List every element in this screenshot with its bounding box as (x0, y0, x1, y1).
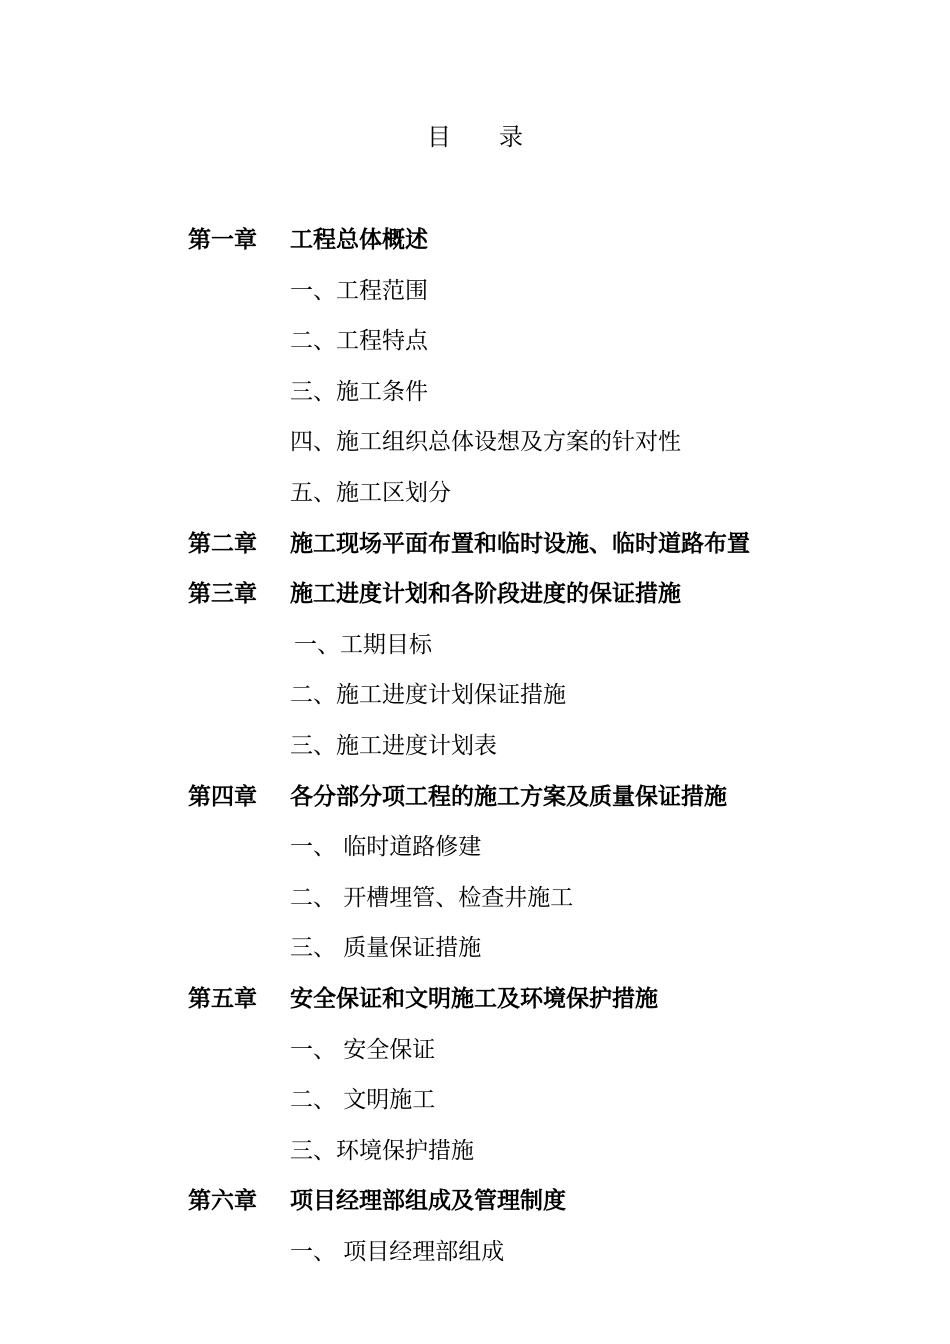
title-char-mu: 目 (427, 123, 451, 151)
toc-section-1-3[interactable]: 三、施工条件 (290, 378, 428, 405)
toc-section-5-1[interactable]: 一、 安全保证 (290, 1036, 436, 1063)
title-char-lu: 录 (499, 123, 523, 151)
chapter-number: 第四章 (188, 783, 257, 810)
chapter-title: 施工现场平面布置和临时设施、临时道路布置 (290, 530, 750, 557)
toc-chapter-4[interactable] (188, 775, 928, 826)
chapter-title: 安全保证和文明施工及环境保护措施 (290, 985, 658, 1012)
chapter-title: 施工进度计划和各阶段进度的保证措施 (290, 581, 681, 608)
chapter-title: 各分部分项工程的施工方案及质量保证措施 (290, 783, 727, 810)
toc-chapter-3[interactable] (188, 572, 928, 623)
toc-section-3-3[interactable]: 三、施工进度计划表 (290, 732, 497, 759)
toc-section-1-1[interactable]: 一、工程范围 (290, 277, 428, 304)
toc-section-3-1[interactable]: 一、工期目标 (294, 631, 432, 658)
toc-section-4-2[interactable]: 二、 开槽埋管、检查井施工 (290, 884, 574, 911)
toc-section-5-3[interactable]: 三、环境保护措施 (290, 1137, 474, 1164)
chapter-title: 项目经理部组成及管理制度 (290, 1188, 566, 1215)
chapter-number: 第三章 (188, 581, 257, 608)
toc-chapter-5[interactable] (188, 977, 928, 1028)
toc-section-4-1[interactable]: 一、 临时道路修建 (290, 834, 482, 861)
toc-section-1-2[interactable]: 二、工程特点 (290, 328, 428, 355)
toc-section-6-1[interactable]: 一、 项目经理部组成 (290, 1238, 505, 1265)
page-title (0, 120, 950, 154)
chapter-number: 第六章 (188, 1188, 257, 1215)
toc-section-1-5[interactable]: 五、施工区划分 (290, 479, 451, 506)
toc-section-3-2[interactable]: 二、施工进度计划保证措施 (290, 682, 566, 709)
toc-chapter-2[interactable] (188, 522, 928, 573)
toc-chapter-1[interactable] (188, 218, 928, 269)
table-of-contents (188, 218, 928, 1280)
chapter-number: 第一章 (188, 227, 257, 253)
toc-section-4-3[interactable]: 三、 质量保证措施 (290, 935, 482, 962)
chapter-number: 第五章 (188, 985, 257, 1012)
chapter-number: 第二章 (188, 530, 257, 557)
toc-section-1-4[interactable]: 四、施工组织总体设想及方案的针对性 (290, 429, 681, 456)
toc-chapter-6[interactable] (188, 1179, 928, 1230)
chapter-title: 工程总体概述 (290, 227, 428, 253)
toc-section-5-2[interactable]: 二、 文明施工 (290, 1087, 436, 1114)
